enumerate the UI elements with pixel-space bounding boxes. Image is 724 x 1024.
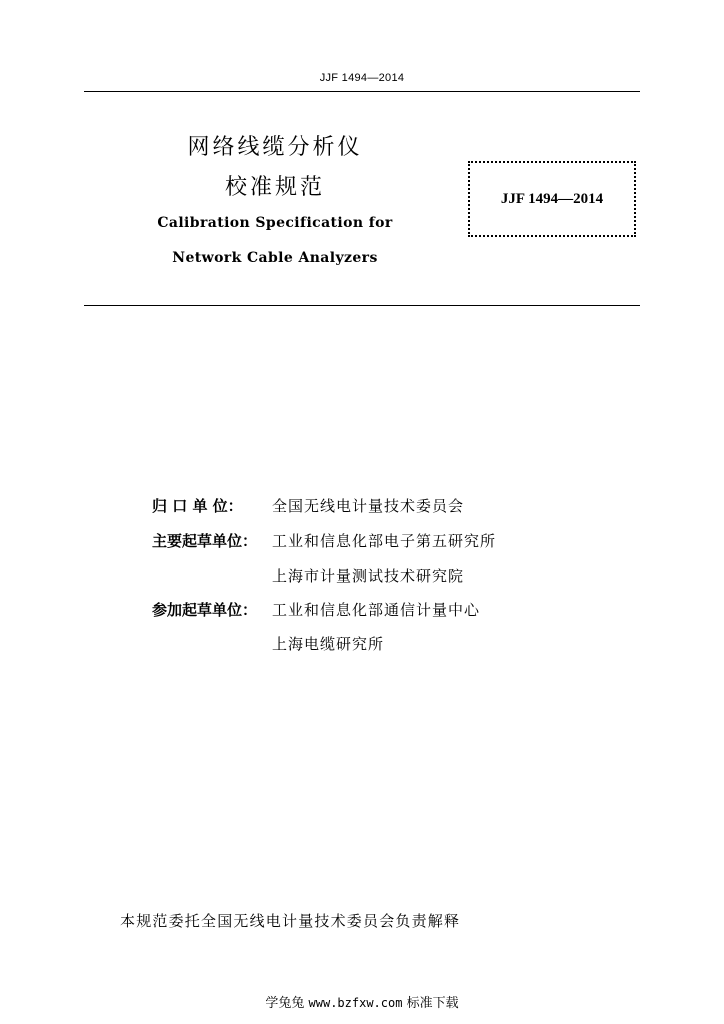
org-row-main-drafting-2 — [272, 560, 464, 590]
watermark-suffix: 标准下载 — [406, 996, 459, 1011]
top-divider — [84, 91, 640, 92]
title-english-line1: Calibration Specification for — [157, 215, 393, 231]
org-value-responsible: 全国无线电计量技术委员会 — [272, 496, 465, 515]
org-row-participating-2 — [272, 628, 384, 658]
title-english-line2: Network Cable Analyzers — [172, 250, 378, 266]
org-row-participating — [152, 594, 480, 624]
org-value-main-drafting-2: 上海市计量测试技术研究院 — [272, 566, 465, 585]
title-chinese-line1: 网络线缆分析仪 — [187, 135, 363, 160]
watermark-url[interactable]: www.bzfxw.com — [308, 996, 403, 1010]
org-label-main-drafting: 主要起草单位： — [152, 531, 258, 550]
org-value-participating-1: 工业和信息化部通信计量中心 — [272, 600, 481, 619]
org-row-main-drafting — [152, 525, 496, 555]
org-label-responsible: 归 口 单 位： — [152, 496, 243, 515]
header-standard-code: JJF 1494—2014 — [319, 72, 405, 84]
interpretation-note: 本规范委托全国无线电计量技术委员会负责解释 — [120, 912, 461, 930]
standard-code-box — [468, 161, 636, 237]
title-chinese-line2: 校准规范 — [224, 175, 325, 200]
bottom-divider — [84, 305, 640, 306]
watermark — [0, 992, 724, 1011]
standard-code-text: JJF 1494—2014 — [500, 190, 604, 207]
org-value-main-drafting-1: 工业和信息化部电子第五研究所 — [272, 531, 497, 550]
watermark-prefix: 学兔兔 — [265, 996, 305, 1011]
org-label-participating: 参加起草单位： — [152, 600, 258, 619]
org-row-responsible — [152, 490, 464, 520]
org-value-participating-2: 上海电缆研究所 — [272, 634, 385, 653]
